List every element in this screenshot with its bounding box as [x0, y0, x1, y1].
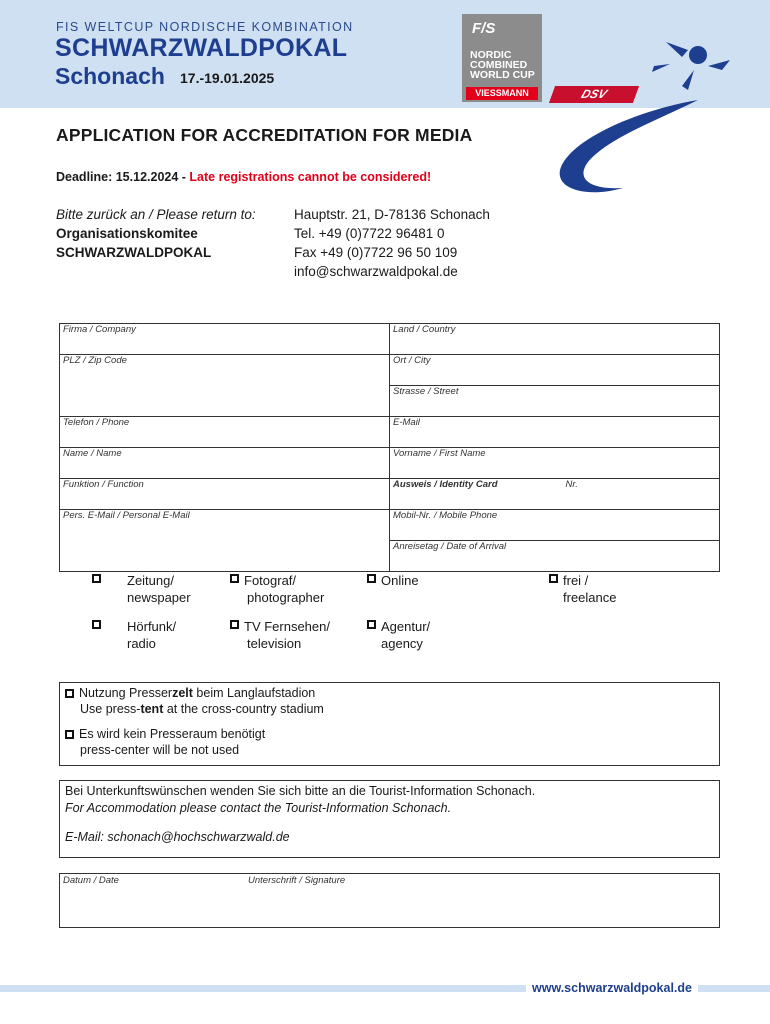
fis-logo-text: NORDIC COMBINED WORLD CUP	[470, 49, 535, 81]
option-television[interactable]: TV Fernsehen/ television	[230, 618, 330, 652]
signature-label: Unterschrift / Signature	[248, 875, 346, 886]
fax: Fax +49 (0)7722 96 50 109	[294, 245, 458, 260]
organizer-line2: SCHWARZWALDPOKAL	[56, 245, 212, 260]
checkbox-icon[interactable]	[367, 620, 376, 629]
dsv-logo: DSV	[549, 86, 639, 103]
press-facility-box	[59, 682, 720, 766]
function-field[interactable]: Funktion / Function	[60, 479, 390, 510]
no-press-room-english: press-center will be not used	[80, 743, 240, 757]
press-tent-english: Use press-tent at the cross-country stadium	[80, 702, 324, 716]
signature-box[interactable]	[59, 873, 720, 928]
accommodation-box	[59, 780, 720, 858]
accommodation-en: For Accommodation please contact the Tourist-Information Schonach.	[65, 801, 452, 815]
option-online[interactable]: Online	[367, 572, 419, 589]
personal-email-field[interactable]: Pers. E-Mail / Personal E-Mail	[60, 510, 390, 541]
personal-email-field-continued[interactable]	[60, 541, 390, 572]
accreditation-form	[59, 323, 720, 572]
street-field[interactable]: Strasse / Street	[390, 386, 720, 417]
phone-field[interactable]: Telefon / Phone	[60, 417, 390, 448]
city-field[interactable]: Ort / City	[390, 355, 720, 386]
deadline-warning: Late registrations cannot be considered!	[189, 170, 432, 184]
option-freelance[interactable]: frei / freelance	[549, 572, 616, 606]
checkbox-icon[interactable]	[65, 689, 74, 698]
accommodation-email: E-Mail: schonach@hochschwarzwald.de	[65, 830, 290, 844]
event-subtitle: FIS WELTCUP NORDISCHE KOMBINATION	[56, 20, 354, 34]
document-title: APPLICATION FOR ACCREDITATION FOR MEDIA	[56, 125, 473, 145]
return-to-block	[56, 205, 256, 262]
option-photographer[interactable]: Fotograf/ photographer	[230, 572, 324, 606]
accommodation-de: Bei Unterkunftswünschen wenden Sie sich bitte an die Tourist-Information Schonach.	[65, 784, 536, 798]
contact-block	[294, 205, 490, 281]
deadline	[56, 170, 431, 184]
return-to-label: Bitte zurück an / Please return to:	[56, 207, 256, 222]
checkbox-icon[interactable]	[65, 730, 74, 739]
address: Hauptstr. 21, D-78136 Schonach	[294, 207, 490, 222]
option-agency[interactable]: Agentur/ agency	[367, 618, 430, 652]
email-field[interactable]: E-Mail	[390, 417, 720, 448]
event-place: Schonach	[55, 63, 165, 89]
checkbox-icon[interactable]	[230, 620, 239, 629]
checkbox-icon[interactable]	[230, 574, 239, 583]
swoosh-logo-icon	[548, 30, 758, 200]
id-card-field[interactable]: Ausweis / Identity Card Nr.	[390, 479, 720, 510]
name-field[interactable]: Name / Name	[60, 448, 390, 479]
checkbox-icon[interactable]	[367, 574, 376, 583]
company-field[interactable]: Firma / Company	[60, 324, 390, 355]
checkbox-icon[interactable]	[92, 620, 101, 629]
checkbox-icon[interactable]	[549, 574, 558, 583]
zip-field[interactable]: PLZ / Zip Code	[60, 355, 390, 386]
arrival-date-field[interactable]: Anreisetag / Date of Arrival	[390, 541, 720, 572]
country-field[interactable]: Land / Country	[390, 324, 720, 355]
event-title: SCHWARZWALDPOKAL	[55, 34, 348, 62]
first-name-field[interactable]: Vorname / First Name	[390, 448, 720, 479]
option-no-press-room[interactable]: Es wird kein Presseraum benötigt	[65, 726, 265, 742]
date-label: Datum / Date	[63, 875, 119, 886]
checkbox-icon[interactable]	[92, 574, 101, 583]
option-press-tent[interactable]: Nutzung Presserzelt beim Langlaufstadion	[65, 685, 315, 701]
mobile-field[interactable]: Mobil-Nr. / Mobile Phone	[390, 510, 720, 541]
fis-mark: F/S	[472, 20, 496, 37]
deadline-label: Deadline: 15.12.2024 -	[56, 170, 190, 184]
organizer-line1: Organisationskomitee	[56, 226, 198, 241]
footer-url[interactable]: www.schwarzwaldpokal.de	[526, 981, 698, 995]
contact-email: info@schwarzwaldpokal.de	[294, 264, 458, 279]
sponsor-logo: VIESSMANN	[466, 87, 538, 100]
telephone: Tel. +49 (0)7722 96481 0	[294, 226, 445, 241]
option-radio[interactable]: Hörfunk/ radio	[92, 618, 176, 652]
zip-field-continued[interactable]	[60, 386, 390, 417]
event-dates: 17.-19.01.2025	[180, 70, 275, 86]
option-newspaper[interactable]: Zeitung/ newspaper	[92, 572, 191, 606]
